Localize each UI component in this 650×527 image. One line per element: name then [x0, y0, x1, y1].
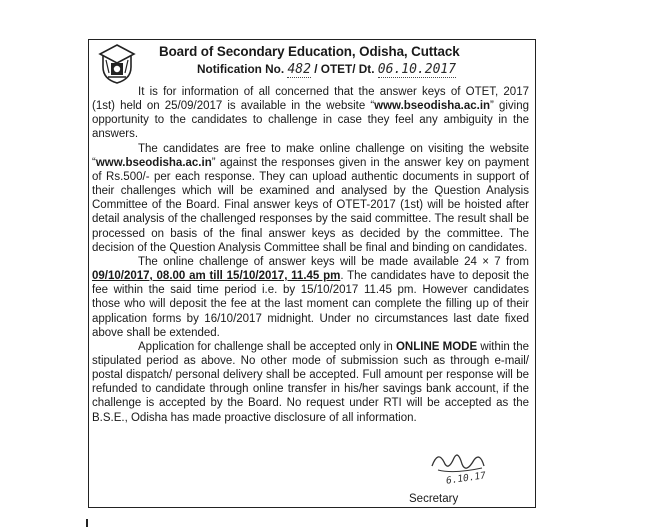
board-title: Board of Secondary Education, Odisha, Cuttack [159, 44, 460, 59]
notification-number: 482 [287, 62, 311, 77]
notification-date: 06.10.2017 [377, 62, 457, 77]
secretary-designation: Secretary [409, 493, 459, 505]
paragraph-challenge-period [92, 255, 529, 340]
challenge-period: 09/10/2017, 08.00 am till 15/10/2017, 11.45 pm [92, 270, 341, 283]
paragraph-text: It is for information of all concerned that the answer keys of OTET, 2017 (1st) held on 25/09/2017 is available in the website “ [92, 86, 529, 113]
paragraph-text: ” giving opportunity to the candidates to challenge in case they feel any ambiguity in the answers. [92, 100, 529, 141]
scan-mark [86, 519, 88, 527]
paragraph-text: Application for challenge shall be accepted only in [138, 340, 396, 353]
notification-line [197, 62, 537, 78]
paragraph-text: within the stipulated period as above. No other mode of submission such as through e-mail/ postal dispatch/ personal delivery shall be accepted. Full amount per response will be refunded to candidate through online transfer in his/her savings bank account, if the challenge is accepted by the Board. No request under RTI will be accepted as the B.S.E., Odisha has made proactive disclosure of all information. [92, 340, 530, 424]
board-emblem-logo [96, 43, 138, 85]
paragraph-online-mode [92, 340, 529, 425]
online-mode: ONLINE MODE [395, 340, 478, 353]
paragraph-text: ” against the responses given in the answer key on payment of Rs.500/- per each response. They can upload authentic documents in support of their challenges which will be examined and analysed by the Question Analysis Committee of the Board. Final answer keys of OTET-2017 (1st) will be hoisted after detail analysis of the challenged responses by the said committee. The result shall be processed on basis of the final answer keys as decided by the committee. The decision of the Question Analysis Committee shall be final and binding on candidates. [92, 156, 529, 254]
paragraph-answer-keys-available [92, 85, 529, 142]
notification-document [88, 39, 536, 508]
notification-label: Notification No. [197, 62, 285, 76]
secretary-signature [424, 444, 504, 494]
paragraph-text: . The candidates have to deposit the fee within the said time period i.e. by 15/10/2017 11.45 pm. However candidates those who will deposit the fee at the last moment can complete the filling up of their application forms by 16/10/2017 midnight. Under no circumstances last date fixed above shall be extended. [92, 270, 529, 339]
paragraph-text: The candidates are free to make online challenge on visiting the website “ [92, 142, 529, 169]
paragraph-text: The online challenge of answer keys will be made available 24 × 7 from [138, 255, 529, 268]
website-link[interactable]: www.bseodisha.ac.in [95, 156, 212, 169]
website-link[interactable]: www.bseodisha.ac.in [374, 100, 491, 113]
otet-date-label: / OTET/ Dt. [314, 62, 375, 76]
signature-date: 6.10.17 [445, 470, 487, 487]
paragraph-online-challenge [92, 142, 529, 255]
notification-body [92, 85, 529, 425]
